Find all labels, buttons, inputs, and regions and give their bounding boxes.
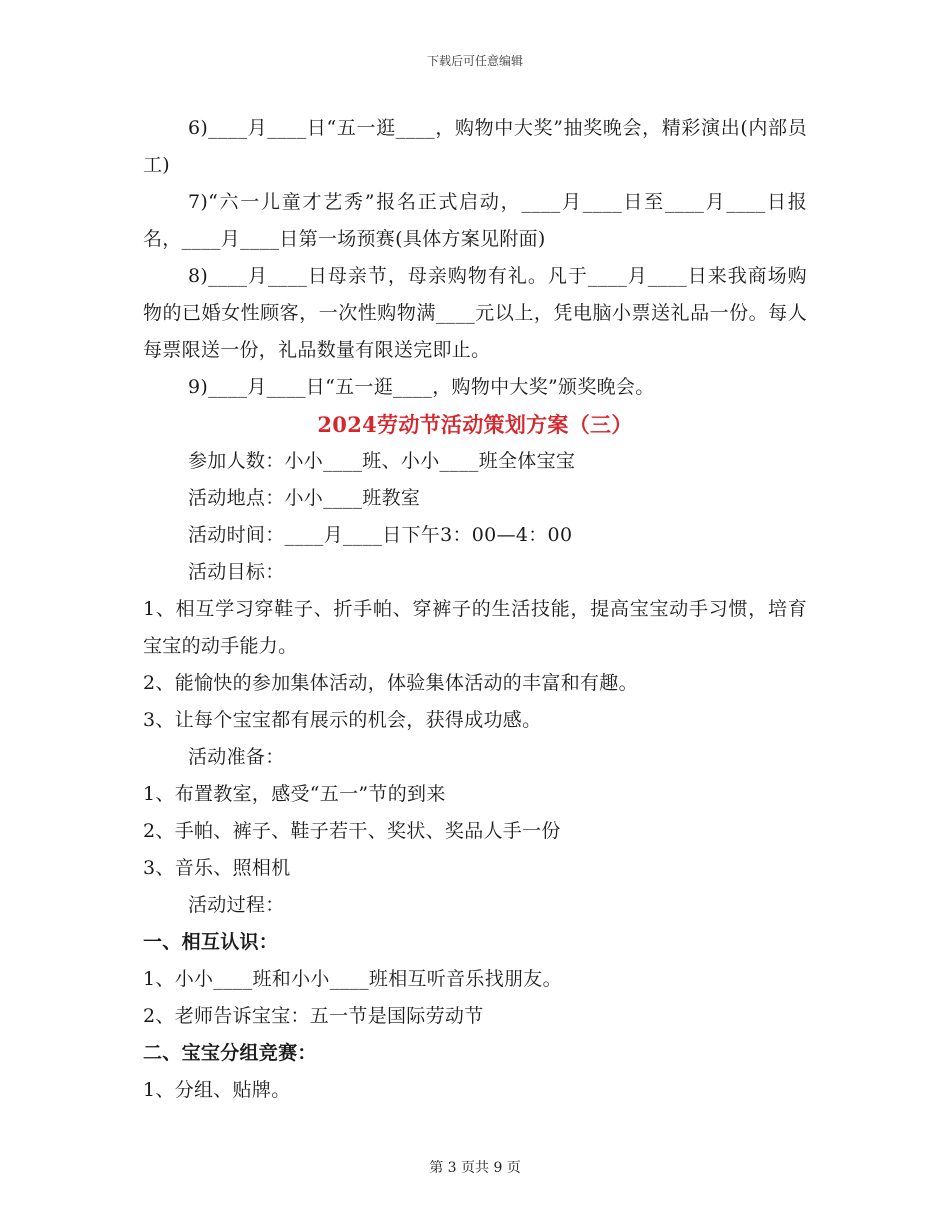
participants-line: 参加人数：小小____班、小小____班全体宝宝	[188, 450, 576, 472]
goal-item-1: 1、相互学习穿鞋子、折手帕、穿裤子的生活技能，提高宝宝动手习惯，培育宝宝的动手能力。	[143, 598, 807, 657]
page-footer: 第 3 页共 9 页	[429, 1160, 521, 1176]
section1-heading: 一、相互认识：	[143, 931, 279, 953]
section2-item-1: 1、分组、贴牌。	[143, 1079, 291, 1101]
paragraph-item-6: 6)____月____日“五一逛____，购物中大奖”抽奖晚会，精彩演出(内部员工)	[143, 117, 807, 176]
location-line: 活动地点：小小____班教室	[188, 487, 421, 509]
preparation-item-1: 1、布置教室，感受“五一”节的到来	[143, 783, 446, 805]
goal-item-3: 3、让每个宝宝都有展示的机会，获得成功感。	[143, 709, 542, 731]
process-heading: 活动过程：	[188, 894, 285, 916]
preparation-heading: 活动准备：	[188, 746, 285, 768]
section2-heading: 二、宝宝分组竞赛：	[143, 1042, 317, 1064]
paragraph-item-9: 9)____月____日“五一逛____，购物中大奖”颁奖晚会。	[188, 376, 655, 398]
preparation-item-2: 2、手帕、裤子、鞋子若干、奖状、奖品人手一份	[143, 820, 561, 842]
section1-item-1: 1、小小____班和小小____班相互听音乐找朋友。	[143, 968, 562, 990]
goal-item-2: 2、能愉快的参加集体活动，体验集体活动的丰富和有趣。	[143, 672, 638, 694]
time-line: 活动时间：____月____日下午3：00—4：00	[188, 524, 573, 546]
section-title: 2024劳动节活动策划方案（三）	[317, 412, 633, 437]
preparation-item-3: 3、音乐、照相机	[143, 857, 291, 879]
goals-heading: 活动目标：	[188, 561, 285, 583]
paragraph-item-7: 7)“六一儿童才艺秀”报名正式启动，____月____日至____月____日报名，____月____日第一场预赛(具体方案见附面)	[143, 191, 807, 250]
section1-item-2: 2、老师告诉宝宝：五一节是国际劳动节	[143, 1005, 484, 1027]
document-body	[143, 110, 807, 1109]
page-header: 下载后可任意编辑	[426, 54, 523, 68]
paragraph-item-8: 8)____月____日母亲节，母亲购物有礼。凡于____月____日来我商场购物的已婚女性顾客，一次性购物满____元以上，凭电脑小票送礼品一份。每人每票限送一份，礼品数量有限送完即止。	[143, 265, 807, 361]
